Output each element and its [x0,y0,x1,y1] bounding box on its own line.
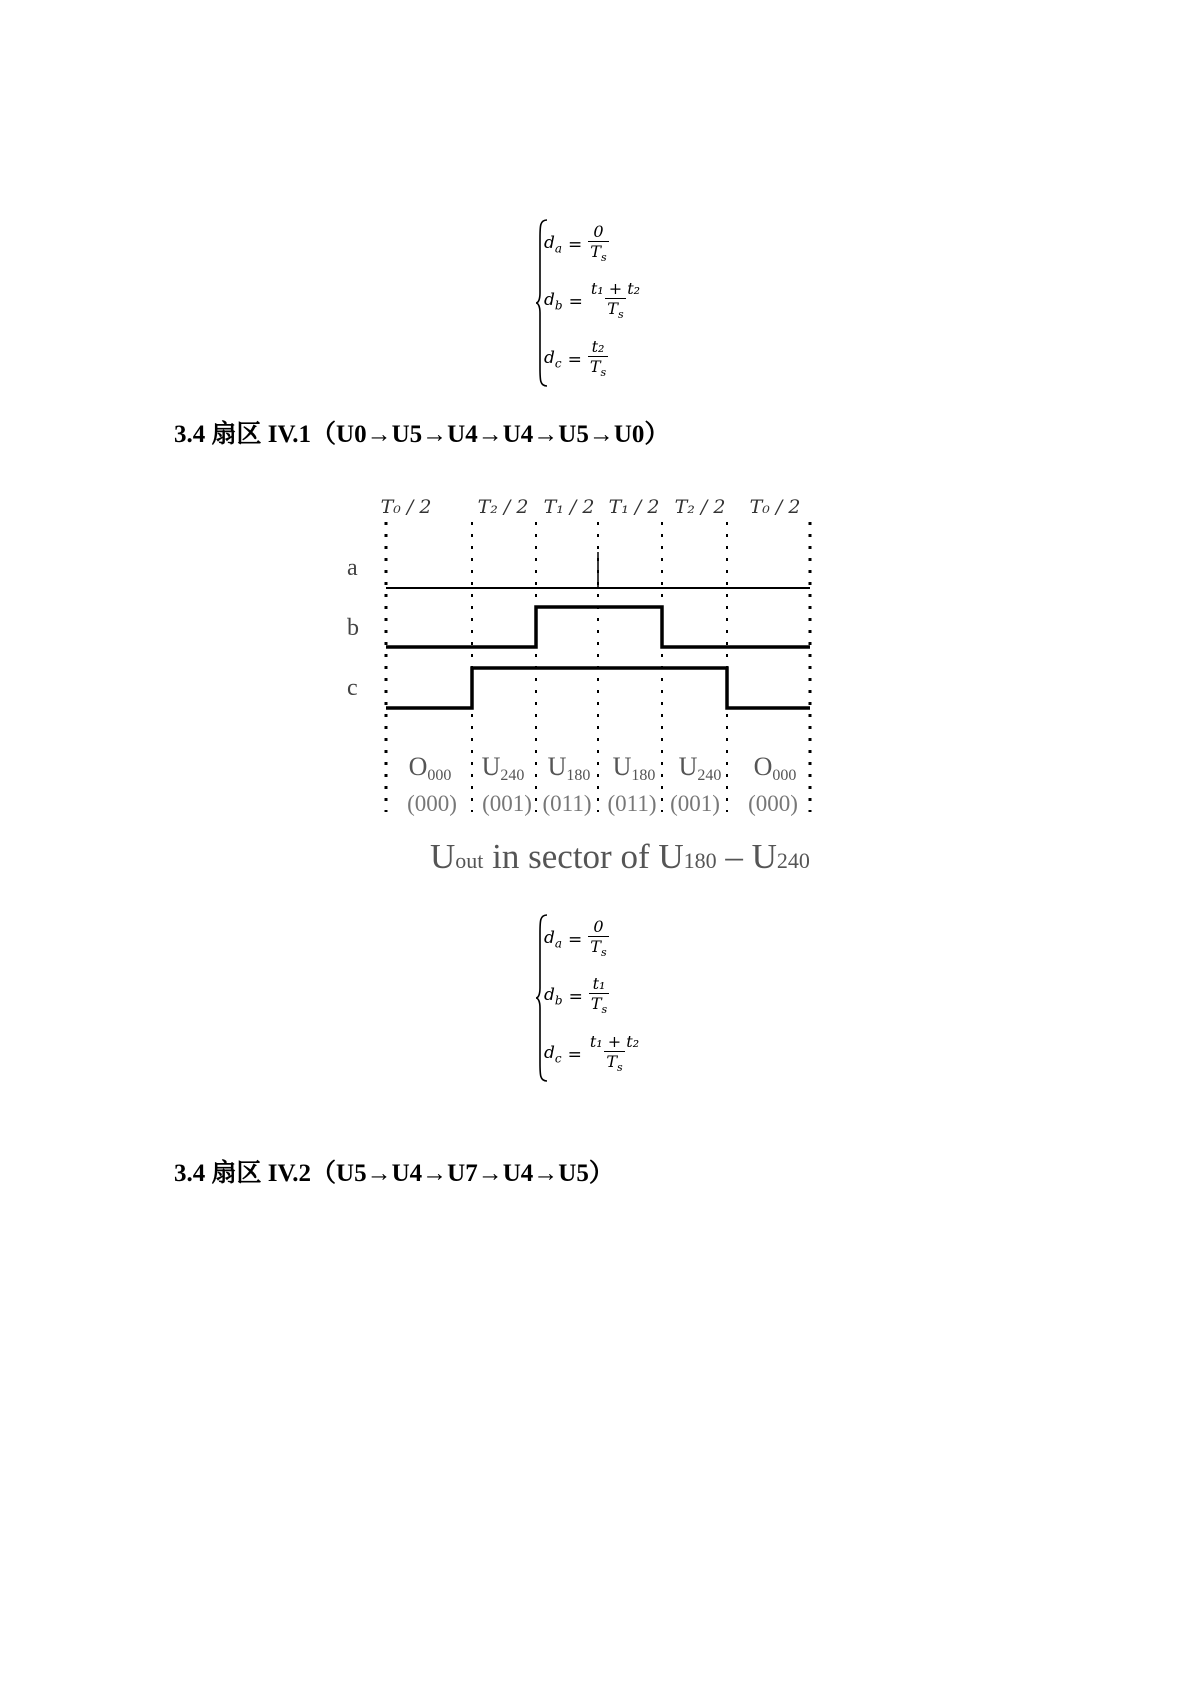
vector-label-2: U240 [481,752,525,784]
equation-row-dc: $d_c$ = $\frac{\text{t₂}}{T_s}$ [544,337,608,382]
state-label-5: (001) [670,791,720,816]
state-label-1: (000) [407,791,457,816]
equation-system-2 [536,913,696,1088]
signal-label-a: a [347,555,358,581]
diagram-caption: Uout in sector of U180 – U240 [430,837,810,876]
state-label-6: (000) [748,791,798,816]
section-heading-iv1: 3.4 扇区 IV.1（U0→U5→U4→U4→U5→U0） [174,421,670,448]
interval-label-5: T₂ / 2 [674,496,726,518]
state-label-2: (001) [482,791,532,816]
equation-row-db: $d_b$ = $\frac{\text{t₁}}{T_s}$ [544,974,609,1019]
state-label-3: (011) [542,791,592,816]
interval-label-1: T₀ / 2 [380,496,432,518]
equation-row-db: $d_b$ = $\frac{\text{t₁ + t₂}}{T_s}$ [544,279,642,324]
interval-label-4: T₁ / 2 [608,496,660,518]
vector-label-4: U180 [612,752,656,784]
equation-row-dc: $d_c$ = $\frac{\text{t₁ + t₂}}{T_s}$ [544,1032,641,1077]
section-heading-iv2: 3.4 扇区 IV.2（U5→U4→U7→U4→U5） [174,1160,614,1187]
interval-label-2: T₂ / 2 [477,496,529,518]
interval-label-3: T₁ / 2 [543,496,595,518]
equation-row-da: $d_a$ = $\frac{0}{T_s}$ [544,222,609,267]
signal-b-waveform [386,607,810,647]
vector-label-5: U240 [678,752,722,784]
vector-label-1: O000 [408,752,452,784]
equation-row-da: $d_a$ = $\frac{0}{T_s}$ [544,917,609,962]
interval-label-6: T₀ / 2 [749,496,801,518]
state-label-4: (011) [607,791,657,816]
vector-label-6: O000 [753,752,797,784]
signal-label-b: b [347,615,359,641]
vector-label-3: U180 [547,752,591,784]
signal-label-c: c [347,675,358,701]
